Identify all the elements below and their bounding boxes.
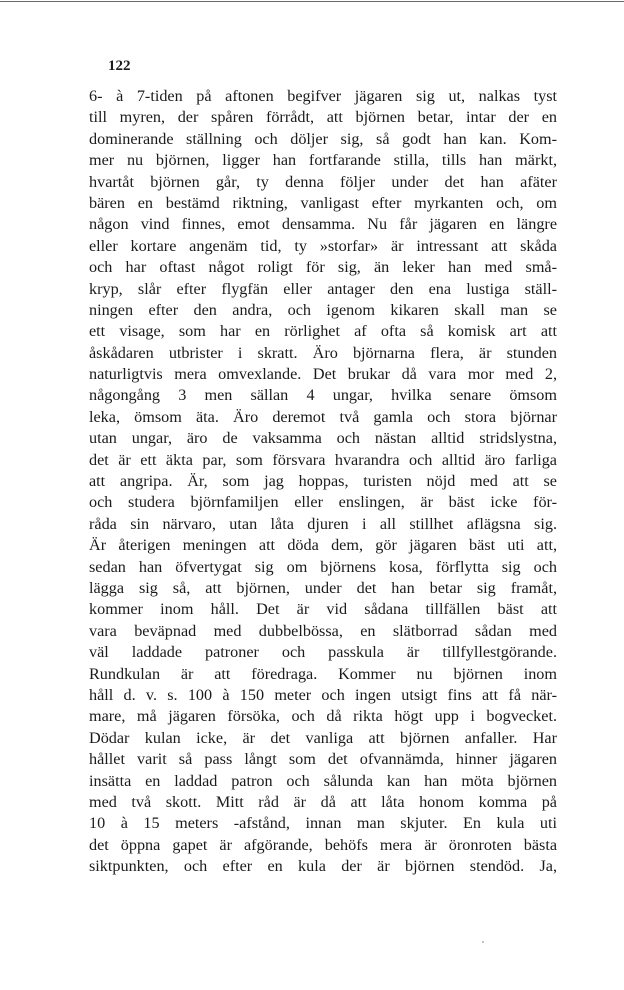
text-line: ningen efter den andra, och igenom kikaren skall man se bbox=[89, 300, 557, 319]
text-line: åskådaren utbrister i skratt. Äro björnarna flera, är stunden bbox=[89, 343, 557, 362]
text-line: Rundkulan är att föredraga. Kommer nu björnen inom bbox=[89, 664, 557, 683]
text-line: bären en bestämd riktning, vanligast efter myrkanten och, om bbox=[89, 193, 557, 212]
text-line: och har oftast något roligt för sig, än leker han med små- bbox=[89, 258, 557, 277]
text-line: vara beväpnad med dubbelbössa, en slätborrad sådan med bbox=[89, 621, 557, 640]
body-text bbox=[89, 86, 557, 877]
text-line: någongång 3 men sällan 4 ungar, hvilka senare ömsom bbox=[89, 386, 557, 405]
page-number: 122 bbox=[108, 58, 131, 74]
text-line: det öppna gapet är afgörande, behöfs mera är öronroten bästa bbox=[89, 835, 557, 854]
text-line: Dödar kulan icke, är det vanliga att björnen anfaller. Har bbox=[89, 728, 557, 747]
text-line: Är återigen meningen att döda dem, gör jägaren bäst uti att, bbox=[89, 536, 557, 555]
text-line: dominerande ställning och döljer sig, så godt han kan. Kom- bbox=[89, 129, 557, 148]
text-line: hållet varit så pass långt som det ofvannämda, hinner jägaren bbox=[89, 750, 557, 769]
text-line: att angripa. Är, som jag hoppas, turisten nöjd med att se bbox=[89, 472, 557, 491]
text-line: till myren, der spåren förrådt, att björnen betar, intar der en bbox=[89, 108, 557, 127]
text-line: 10 à 15 meters -afstånd, innan man skjuter. En kula uti bbox=[89, 814, 557, 833]
text-line: håll d. v. s. 100 à 150 meter och ingen utsigt fins att få när- bbox=[89, 685, 557, 704]
text-line: eller kortare angenäm tid, ty »storfar» är intressant att skåda bbox=[89, 236, 557, 255]
text-line: utan ungar, äro de vaksamma och nästan alltid stridslystna, bbox=[89, 429, 557, 448]
text-line: lägga sig så, att björnen, under det han betar sig framåt, bbox=[89, 578, 557, 597]
text-line: mare, må jägaren försöka, och då rikta högt upp i bogvecket. bbox=[89, 707, 557, 726]
text-line: leka, ömsom äta. Äro deremot två gamla och stora björnar bbox=[89, 407, 557, 426]
text-line: insätta en laddad patron och sålunda kan han möta björnen bbox=[89, 771, 557, 790]
text-line: sedan han öfvertygat sig om björnens kosa, förflytta sig och bbox=[89, 557, 557, 576]
text-line: kommer inom håll. Det är vid sådana tillfällen bäst att bbox=[89, 600, 557, 619]
top-edge-rule bbox=[0, 1, 624, 2]
text-line: väl laddade patroner och passkula är tillfyllestgörande. bbox=[89, 643, 557, 662]
text-line: naturligtvis mera omvexlande. Det brukar då vara mor med 2, bbox=[89, 365, 557, 384]
text-line: 6- à 7-tiden på aftonen begifver jägaren sig ut, nalkas tyst bbox=[89, 87, 557, 105]
text-line: hvartåt björnen går, ty denna följer under det han afäter bbox=[89, 172, 557, 191]
text-line: ett visage, som har en rörlighet af ofta så komisk art att bbox=[89, 322, 557, 341]
text-line: det är ett äkta par, som försvara hvarandra och alltid äro farliga bbox=[89, 450, 557, 469]
text-line: med två skott. Mitt råd är då att låta honom komma på bbox=[89, 792, 557, 811]
paper-speck bbox=[482, 941, 484, 943]
text-line: råda sin närvaro, utan låta djuren i all stillhet aflägsna sig. bbox=[89, 514, 557, 533]
text-line: någon vind finnes, emot densamma. Nu får jägaren en längre bbox=[89, 215, 557, 234]
text-line: mer nu björnen, ligger han fortfarande stilla, tills han märkt, bbox=[89, 151, 557, 170]
text-line: kryp, slår efter flygfän eller antager den ena lustiga ställ- bbox=[89, 279, 557, 298]
text-line: siktpunkten, och efter en kula der är björnen stendöd. Ja, bbox=[89, 857, 557, 876]
text-line: och studera björnfamiljen eller enslingen, är bäst icke för- bbox=[89, 493, 557, 512]
